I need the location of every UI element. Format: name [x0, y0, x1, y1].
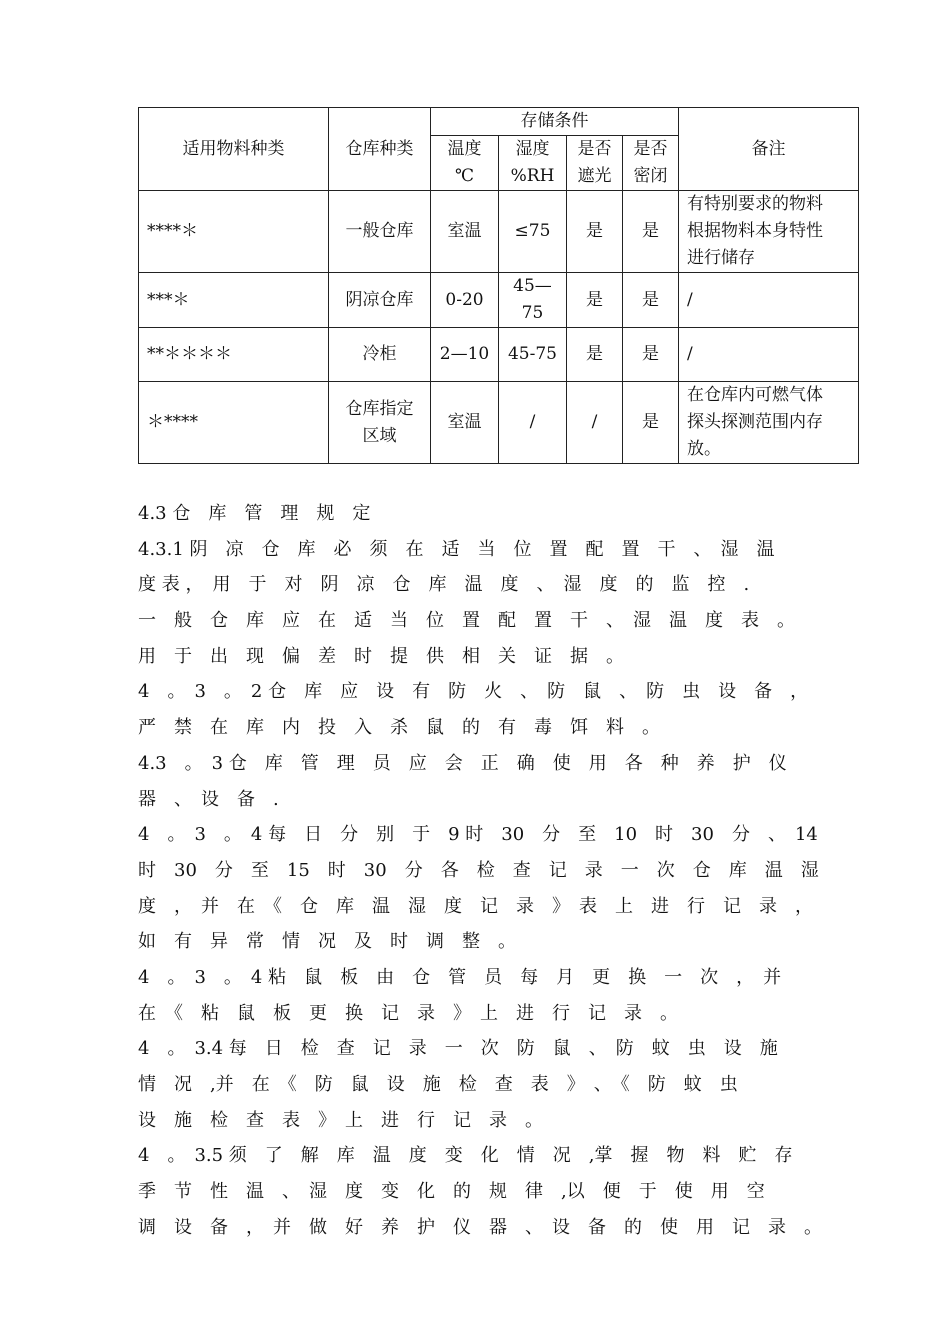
cell-material: ****＊ [139, 191, 329, 273]
text-line: 严 禁 在 库 内 投 入 杀 鼠 的 有 毒 饵 料 。 [138, 717, 660, 739]
text-line: 器 、 设 备 . [138, 788, 279, 810]
text-line: 4 。 3 。 2 仓 库 应 设 有 防 火 、 防 鼠 、 防 虫 设 备 ， [138, 681, 809, 703]
header-sealed: 是否 密闭 [623, 136, 679, 191]
cell-remark: 有特别要求的物料 根据物料本身特性 进行储存 [679, 191, 859, 273]
cell-light: 是 [567, 273, 623, 328]
header-temp: 温度 ℃ [431, 136, 499, 191]
cell-material: ***＊ [139, 273, 329, 328]
cell-temp: 室温 [431, 382, 499, 464]
text-line: 调 设 备 ， 并 做 好 养 护 仪 器 、 设 备 的 使 用 记 录 。 [138, 1216, 822, 1238]
cell-warehouse: 一般仓库 [329, 191, 431, 273]
table-row [139, 382, 859, 464]
text-line: 4.3.1 阴 凉 仓 库 必 须 在 适 当 位 置 配 置 干 、 湿 温 [138, 538, 775, 560]
cell-material: ＊**** [139, 382, 329, 464]
header-material: 适用物料种类 [139, 108, 329, 191]
text-line: 度 表 ， 用 于 对 阴 凉 仓 库 温 度 、 湿 度 的 监 控 . [138, 574, 750, 596]
cell-sealed: 是 [623, 382, 679, 464]
text-line: 4.3 。 3 仓 库 管 理 员 应 会 正 确 使 用 各 种 养 护 仪 [138, 752, 787, 774]
management-rules-text [138, 496, 868, 1245]
cell-light: 是 [567, 328, 623, 382]
text-line: 用 于 出 现 偏 差 时 提 供 相 关 证 据 。 [138, 645, 624, 667]
cell-warehouse: 阴凉仓库 [329, 273, 431, 328]
cell-warehouse: 仓库指定 区域 [329, 382, 431, 464]
text-line: 情 况 ,并 在 《 防 鼠 设 施 检 查 表 》 、 《 防 蚊 虫 [138, 1074, 738, 1095]
cell-sealed: 是 [623, 191, 679, 273]
text-line: 4 。 3.4 每 日 检 查 记 录 一 次 防 鼠 、 防 蚊 虫 设 施 [138, 1038, 778, 1060]
cell-remark: / [679, 328, 859, 382]
cell-material: **＊＊＊＊ [139, 328, 329, 382]
text-line: 如 有 异 常 情 况 及 时 调 整 。 [138, 931, 516, 953]
cell-humidity: 45— 75 [499, 273, 567, 328]
header-remark: 备注 [679, 108, 859, 191]
cell-humidity: / [499, 382, 567, 464]
cell-sealed: 是 [623, 273, 679, 328]
cell-sealed: 是 [623, 328, 679, 382]
cell-humidity: 45-75 [499, 328, 567, 382]
cell-temp: 室温 [431, 191, 499, 273]
table-row [139, 328, 859, 382]
cell-light: 是 [567, 191, 623, 273]
cell-humidity: ≤75 [499, 191, 567, 273]
text-line: 在 《 粘 鼠 板 更 换 记 录 》 上 进 行 记 录 。 [138, 1002, 678, 1024]
cell-temp: 2—10 [431, 328, 499, 382]
text-line: 4 。 3 。 4 每 日 分 别 于 9 时 30 分 至 10 时 30 分 、 14 [138, 824, 818, 846]
table-row [139, 273, 859, 328]
text-line: 季 节 性 温 、 湿 度 变 化 的 规 律 ,以 便 于 使 用 空 [138, 1181, 765, 1203]
header-conditions: 存储条件 [431, 108, 679, 136]
storage-conditions-table [138, 107, 859, 464]
cell-remark: 在仓库内可燃气体 探头探测范围内存 放。 [679, 382, 859, 464]
cell-light: / [567, 382, 623, 464]
text-line: 4 。 3 。 4 粘 鼠 板 由 仓 管 员 每 月 更 换 一 次 ， 并 [138, 966, 782, 988]
text-line: 度 ， 并 在 《 仓 库 温 湿 度 记 录 》 表 上 进 行 记 录 ， [138, 895, 813, 917]
cell-remark: / [679, 273, 859, 328]
text-line: 一 般 仓 库 应 在 适 当 位 置 配 置 干 、 湿 温 度 表 。 [138, 610, 795, 632]
cell-warehouse: 冷柜 [329, 328, 431, 382]
header-humidity: 湿度 %RH [499, 136, 567, 191]
text-line: 设 施 检 查 表 》 上 进 行 记 录 。 [138, 1109, 543, 1131]
table-row [139, 191, 859, 273]
header-warehouse: 仓库种类 [329, 108, 431, 191]
header-light: 是否 遮光 [567, 136, 623, 191]
cell-temp: 0-20 [431, 273, 499, 328]
text-line: 时 30 分 至 15 时 30 分 各 检 查 记 录 一 次 仓 库 温 湿 [138, 859, 819, 881]
section-heading: 4.3 仓 库 管 理 规 定 [138, 503, 371, 524]
text-line: 4 。 3.5 须 了 解 库 温 度 变 化 情 况 ,掌 握 物 料 贮 存 [138, 1145, 793, 1167]
